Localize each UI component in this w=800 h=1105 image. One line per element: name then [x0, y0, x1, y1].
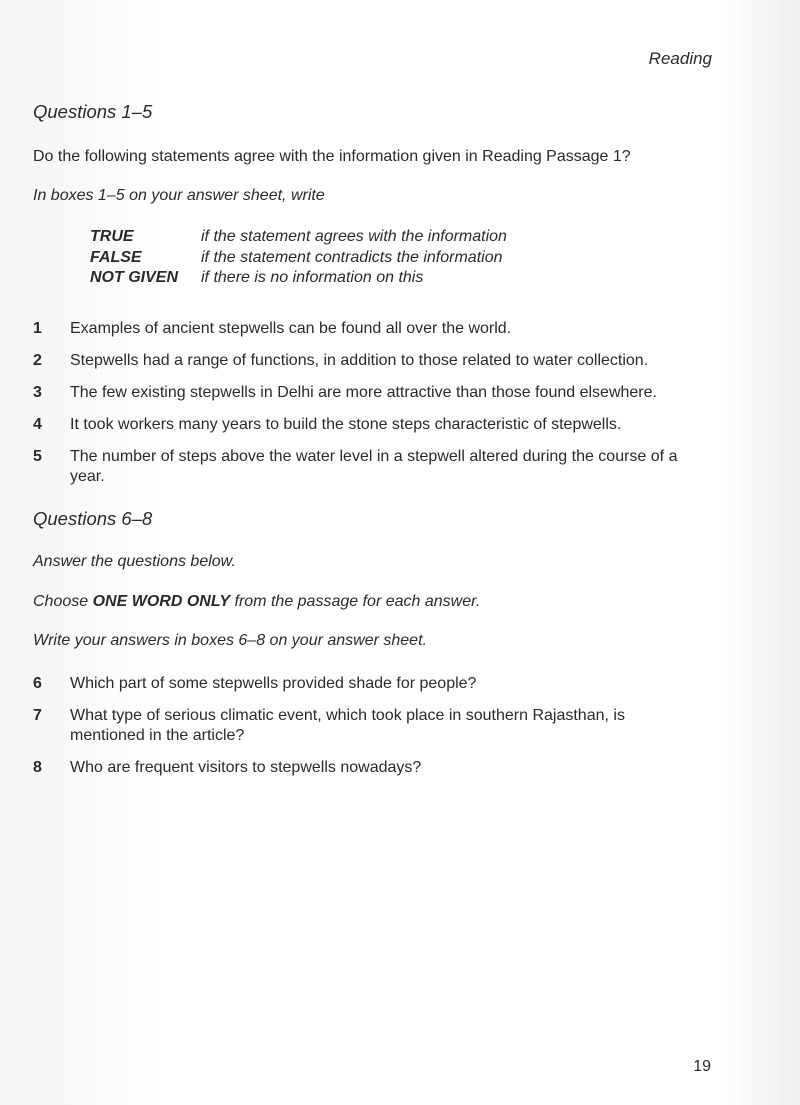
- question-text: The number of steps above the water level in a stepwell altered during the course of a year.: [70, 448, 678, 485]
- question-item: [33, 758, 723, 778]
- key-term: NOT GIVEN: [90, 269, 179, 286]
- instruction-suffix: from the passage for each answer.: [230, 593, 481, 610]
- question-text: Examples of ancient stepwells can be found all over the world.: [70, 320, 512, 337]
- question-text: Stepwells had a range of functions, in addition to those related to water collection.: [70, 352, 649, 369]
- instruction-emphasis: ONE WORD ONLY: [92, 593, 231, 610]
- question-number: 2: [33, 352, 42, 369]
- section-1-instruction: Do the following statements agree with the information given in Reading Passage 1?: [33, 148, 631, 165]
- question-item: [33, 674, 723, 694]
- question-number: 4: [33, 416, 42, 433]
- section-1-title: Questions 1–5: [33, 101, 153, 122]
- question-item: [33, 706, 723, 746]
- key-definition: if the statement contradicts the information: [201, 248, 503, 266]
- key-row: [90, 248, 507, 269]
- question-number: 3: [33, 384, 42, 401]
- question-number: 7: [33, 707, 42, 724]
- section-2-instruction-3: Write your answers in boxes 6–8 on your answer sheet.: [33, 632, 427, 649]
- question-text: Which part of some stepwells provided shade for people?: [70, 675, 477, 692]
- key-definition: if there is no information on this: [201, 269, 424, 286]
- question-text: Who are frequent visitors to stepwells nowadays?: [70, 759, 422, 776]
- section-2-instruction-2: [33, 593, 480, 611]
- question-item: [33, 319, 723, 339]
- section-2-title: Questions 6–8: [33, 508, 153, 529]
- question-text: The few existing stepwells in Delhi are more attractive than those found elsewhere.: [70, 384, 657, 401]
- question-number: 8: [33, 759, 42, 776]
- section-1-subinstruction: In boxes 1–5 on your answer sheet, write: [33, 187, 325, 204]
- question-item: [33, 351, 723, 371]
- page-number: 19: [693, 1058, 711, 1075]
- key-definition: if the statement agrees with the information: [201, 228, 507, 245]
- questions-1-5-list: [33, 319, 723, 487]
- running-head: Reading: [648, 49, 712, 68]
- key-row: [90, 227, 507, 248]
- questions-6-8-list: [33, 674, 723, 778]
- key-term: FALSE: [90, 248, 142, 266]
- question-item: [33, 415, 723, 435]
- key-term: TRUE: [90, 228, 134, 245]
- answer-key-table: [90, 227, 507, 289]
- instruction-prefix: Choose: [33, 593, 93, 610]
- question-number: 6: [33, 675, 42, 692]
- question-number: 1: [33, 320, 42, 337]
- question-number: 5: [33, 448, 42, 465]
- question-item: [33, 383, 723, 403]
- key-row: [90, 268, 507, 289]
- question-item: [33, 447, 723, 487]
- question-text: It took workers many years to build the stone steps characteristic of stepwells.: [70, 416, 622, 433]
- section-2-instruction-1: Answer the questions below.: [33, 553, 236, 570]
- question-text: What type of serious climatic event, which took place in southern Rajasthan, is mentioned in the article?: [70, 707, 625, 744]
